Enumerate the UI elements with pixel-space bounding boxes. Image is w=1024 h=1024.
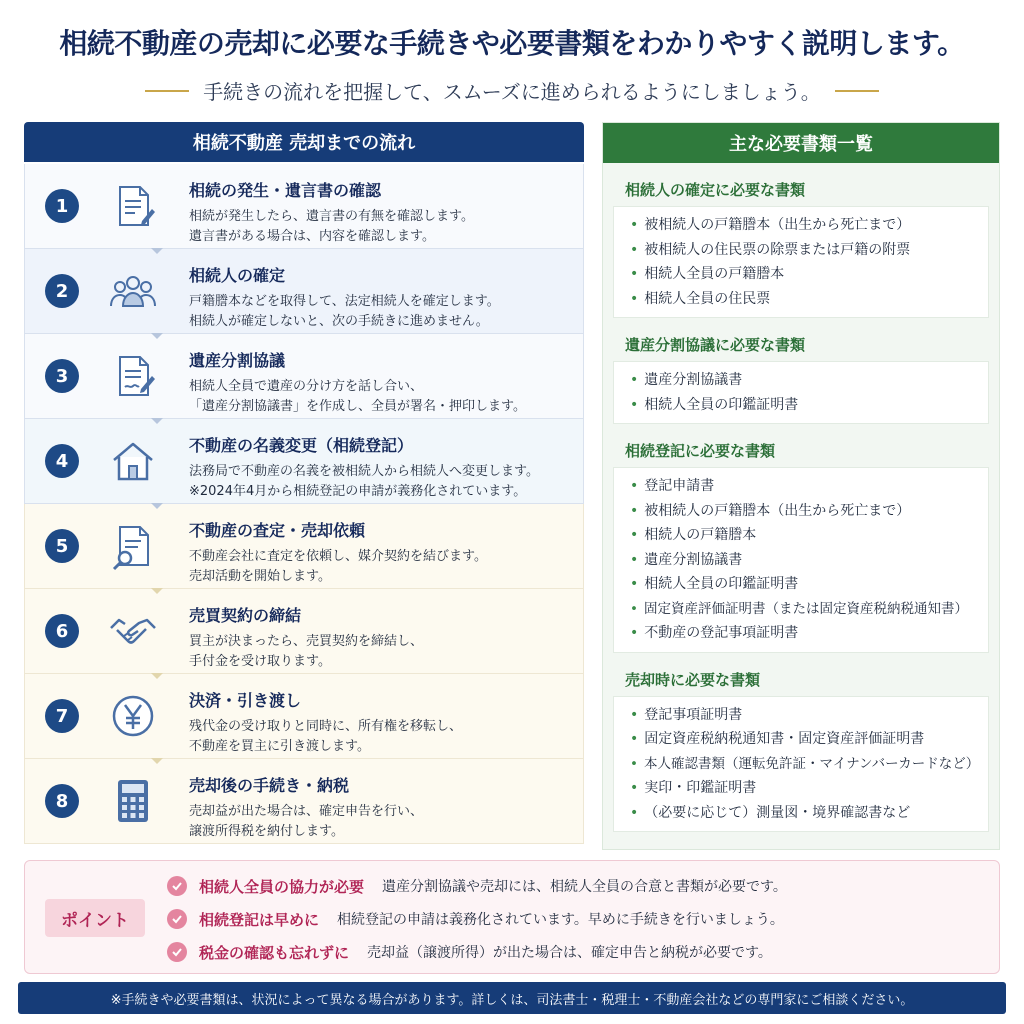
list-item: • 相続人全員の印鑑証明書 bbox=[630, 396, 799, 413]
list-item: • 遺産分割協議書 bbox=[630, 551, 743, 568]
bullet-icon: • bbox=[630, 241, 639, 258]
list-item: • 登記事項証明書 bbox=[630, 706, 743, 723]
step-desc-line-1: 相続が発生したら、遺言書の有無を確認します。 bbox=[189, 209, 474, 224]
check-icon bbox=[167, 876, 187, 896]
list-item: • （必要に応じて）測量図・境界確認書など bbox=[630, 804, 911, 821]
flow-step-7 bbox=[24, 674, 584, 759]
doc-group-list bbox=[613, 467, 989, 653]
list-item: • 相続人全員の印鑑証明書 bbox=[630, 576, 799, 592]
step-number: 4 bbox=[45, 444, 79, 478]
step-number: 6 bbox=[45, 614, 79, 648]
list-item: • 不動産の登記事項証明書 bbox=[630, 625, 799, 641]
calculator-icon bbox=[105, 775, 161, 827]
doc-group-title: 売却時に必要な書類 bbox=[625, 670, 761, 689]
point-title: 相続人全員の協力が必要 bbox=[199, 877, 365, 896]
bullet-icon: • bbox=[630, 217, 639, 233]
flow-step-1 bbox=[24, 164, 584, 249]
step-title: 売却後の手続き・納税 bbox=[189, 776, 350, 795]
step-title: 決済・引き渡し bbox=[189, 691, 302, 710]
bullet-icon: • bbox=[630, 625, 639, 641]
bullet-icon: • bbox=[630, 706, 639, 723]
doc-group-list bbox=[613, 361, 989, 424]
step-connector-arrow bbox=[151, 758, 163, 764]
step-connector-arrow bbox=[151, 418, 163, 424]
list-item: • 本人確認書類（運転免許証・マイナンバーカードなど） bbox=[630, 755, 980, 772]
doc-group-list bbox=[613, 696, 989, 833]
points-badge: ポイント bbox=[45, 899, 145, 937]
subtitle-row bbox=[0, 76, 1024, 105]
point-desc: 相続登記の申請は義務化されています。早めに手続きを行いましょう。 bbox=[337, 912, 784, 928]
check-icon bbox=[167, 942, 187, 962]
bullet-icon: • bbox=[630, 502, 639, 519]
document-search-icon bbox=[105, 520, 161, 572]
document-pen-icon bbox=[105, 180, 161, 232]
bullet-icon: • bbox=[630, 551, 639, 568]
step-desc-line-1: 売却益が出た場合は、確定申告を行い、 bbox=[189, 804, 424, 819]
step-number: 8 bbox=[45, 784, 79, 818]
step-desc-line-2: 売却活動を開始します。 bbox=[189, 569, 331, 584]
point-title: 相続登記は早めに bbox=[199, 910, 320, 929]
bullet-icon: • bbox=[630, 478, 639, 494]
step-desc-line-2: 不動産を買主に引き渡します。 bbox=[189, 739, 370, 754]
step-title: 売買契約の締結 bbox=[189, 606, 302, 625]
flow-step-5 bbox=[24, 504, 584, 589]
list-item: • 固定資産税納税通知書・固定資産評価証明書 bbox=[630, 731, 925, 747]
flow-panel bbox=[24, 122, 584, 850]
list-item: • 登記申請書 bbox=[630, 478, 715, 494]
list-item: • 被相続人の戸籍謄本（出生から死亡まで） bbox=[630, 217, 911, 233]
bullet-icon: • bbox=[630, 600, 638, 617]
bullet-icon: • bbox=[630, 780, 639, 796]
bullet-icon: • bbox=[630, 372, 639, 388]
step-desc-line-1: 戸籍謄本などを取得して、法定相続人を確定します。 bbox=[189, 294, 500, 309]
point-item-3 bbox=[167, 941, 772, 963]
bullet-icon: • bbox=[630, 396, 639, 413]
step-connector-arrow bbox=[151, 248, 163, 254]
flow-steps bbox=[24, 164, 584, 844]
step-title: 遺産分割協議 bbox=[189, 351, 286, 370]
flow-step-8 bbox=[24, 759, 584, 844]
step-connector-arrow bbox=[151, 588, 163, 594]
step-connector-arrow bbox=[151, 333, 163, 339]
page-title: 相続不動産の売却に必要な手続きや必要書類をわかりやすく説明します。 bbox=[59, 27, 965, 60]
step-number: 7 bbox=[45, 699, 79, 733]
flow-step-4 bbox=[24, 419, 584, 504]
doc-group-title: 遺産分割協議に必要な書類 bbox=[625, 336, 806, 354]
point-item-1 bbox=[167, 875, 787, 897]
list-item: • 被相続人の住民票の除票または戸籍の附票 bbox=[630, 241, 911, 258]
documents-panel-title: 主な必要書類一覧 bbox=[603, 123, 999, 163]
list-item: • 相続人の戸籍謄本 bbox=[630, 527, 757, 543]
handshake-icon bbox=[105, 605, 161, 657]
bullet-icon: • bbox=[630, 804, 639, 821]
step-title: 相続の発生・遺言書の確認 bbox=[189, 181, 382, 200]
step-desc-line-2: 「遺産分割協議書」を作成し、全員が署名・押印します。 bbox=[189, 399, 526, 414]
doc-group-list bbox=[613, 206, 989, 318]
step-title: 不動産の査定・売却依頼 bbox=[189, 521, 366, 540]
step-desc-line-1: 買主が決まったら、売買契約を締結し、 bbox=[189, 634, 424, 649]
footer-note: ※手続きや必要書類は、状況によって異なる場合があります。詳しくは、司法書士・税理士・不動産会社などの専門家にご相談ください。 bbox=[18, 982, 1006, 1014]
step-title: 相続人の確定 bbox=[189, 266, 286, 285]
points-box bbox=[24, 860, 1000, 974]
step-number: 3 bbox=[45, 359, 79, 393]
point-item-2 bbox=[167, 908, 784, 930]
step-number: 1 bbox=[45, 189, 79, 223]
step-number: 2 bbox=[45, 274, 79, 308]
step-connector-arrow bbox=[151, 673, 163, 679]
step-desc-line-1: 法務局で不動産の名義を被相続人から相続人へ変更します。 bbox=[189, 464, 539, 479]
step-number: 5 bbox=[45, 529, 79, 563]
list-item: • 実印・印鑑証明書 bbox=[630, 780, 757, 796]
step-desc-line-2: 譲渡所得税を納付します。 bbox=[189, 824, 344, 839]
yen-coin-icon bbox=[105, 690, 161, 742]
flow-step-3 bbox=[24, 334, 584, 419]
bullet-icon: • bbox=[630, 527, 639, 543]
subtitle-divider-right bbox=[835, 90, 879, 92]
documents-panel bbox=[602, 122, 1000, 850]
doc-group-title: 相続登記に必要な書類 bbox=[625, 442, 776, 460]
people-group-icon bbox=[105, 265, 161, 317]
point-desc: 遺産分割協議や売却には、相続人全員の合意と書類が必要です。 bbox=[382, 879, 787, 895]
bullet-icon: • bbox=[630, 731, 639, 747]
step-desc-line-1: 相続人全員で遺産の分け方を話し合い、 bbox=[189, 379, 424, 394]
bullet-icon: • bbox=[630, 266, 639, 282]
step-connector-arrow bbox=[151, 503, 163, 509]
step-desc-line-1: 残代金の受け取りと同時に、所有権を移転し、 bbox=[189, 719, 463, 734]
step-desc-line-2: 遺言書がある場合は、内容を確認します。 bbox=[189, 229, 435, 244]
step-desc-line-2: 手付金を受け取ります。 bbox=[189, 654, 331, 669]
page-subtitle: 手続きの流れを把握して、スムーズに進められるようにしましょう。 bbox=[203, 80, 821, 104]
step-desc-line-2: 相続人が確定しないと、次の手続きに進めません。 bbox=[189, 314, 489, 329]
check-icon bbox=[167, 909, 187, 929]
list-item: • 遺産分割協議書 bbox=[630, 372, 743, 388]
subtitle-divider-left bbox=[145, 90, 189, 92]
list-item: • 被相続人の戸籍謄本（出生から死亡まで） bbox=[630, 502, 911, 519]
step-title: 不動産の名義変更（相続登記） bbox=[189, 436, 414, 455]
bullet-icon: • bbox=[630, 576, 639, 592]
flow-panel-title: 相続不動産 売却までの流れ bbox=[24, 122, 584, 162]
list-item: • 固定資産評価証明書（または固定資産税納税通知書） bbox=[630, 600, 968, 617]
point-desc: 売却益（譲渡所得）が出た場合は、確定申告と納税が必要です。 bbox=[367, 945, 772, 961]
flow-step-2 bbox=[24, 249, 584, 334]
list-item: • 相続人全員の住民票 bbox=[630, 290, 771, 307]
bullet-icon: • bbox=[630, 290, 639, 307]
flow-step-6 bbox=[24, 589, 584, 674]
house-icon bbox=[105, 435, 161, 487]
step-desc-line-1: 不動産会社に査定を依頼し、媒介契約を結びます。 bbox=[189, 549, 487, 564]
list-item: • 相続人全員の戸籍謄本 bbox=[630, 266, 785, 282]
bullet-icon: • bbox=[630, 755, 638, 772]
step-desc-line-2: ※2024年4月から相続登記の申請が義務化されています。 bbox=[189, 484, 527, 499]
point-title: 税金の確認も忘れずに bbox=[199, 943, 350, 962]
doc-group-title: 相続人の確定に必要な書類 bbox=[625, 181, 806, 199]
document-sign-icon bbox=[105, 350, 161, 402]
